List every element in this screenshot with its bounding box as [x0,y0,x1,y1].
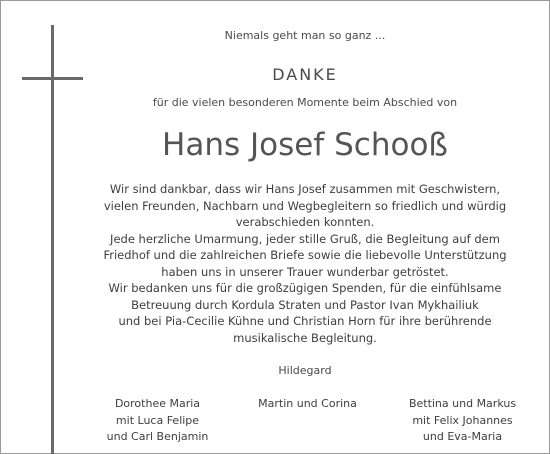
signer-line: Bettina und Markus [408,397,517,410]
signer-line: Martin und Corina [258,397,357,410]
thank-you-message [80,181,530,346]
message-line: Betreuung durch Kordula Straten und Pastor Ivan Mykhailiuk [131,297,479,312]
signer-group-right [380,396,545,446]
message-line: vielen Freunden, Nachbarn und Wegbegleitern so friedlich und würdig [103,198,507,213]
signer-line: Dorothee Maria [114,397,201,410]
message-line: verabschieden konnten. [235,215,375,229]
subtitle-text: für die vielen besonderen Momente beim Abschied von [152,96,458,109]
message-line: haben uns in unserer Trauer wunderbar getröstet. [161,264,449,279]
signer-line: und Eva-Maria [422,430,503,443]
message-line: und bei Pia-Cecilie Kühne und Christian Horn für ihre berührende [118,314,492,328]
message-line: Jede herzliche Umarmung, jeder stille Gruß, die Begleitung auf dem [110,231,500,246]
signer-group-left [75,396,240,446]
message-line: Wir bedanken uns für die großzügigen Spenden, für die einfühlsame [108,281,502,295]
signer-group-middle [225,396,390,413]
signature-main: Hildegard [278,364,332,377]
message-line: Wir sind dankbar, dass wir Hans Josef zusammen mit Geschwistern, [109,182,501,196]
message-line: Friedhof und die zahlreichen Briefe sowie die liebevolle Unterstützung [103,248,507,262]
signer-line: und Carl Benjamin [106,430,209,443]
signer-line: mit Luca Felipe [115,413,200,427]
cross-vertical-bar [51,25,54,454]
deceased-name: Hans Josef Schooß [162,127,448,163]
message-line: musikalische Begleitung. [233,330,377,345]
cross-horizontal-bar [22,77,83,80]
heading-danke: DANKE [272,65,338,84]
motto-text: Niemals geht man so ganz ... [224,29,386,42]
signer-line: mit Felix Johannes [412,413,513,427]
